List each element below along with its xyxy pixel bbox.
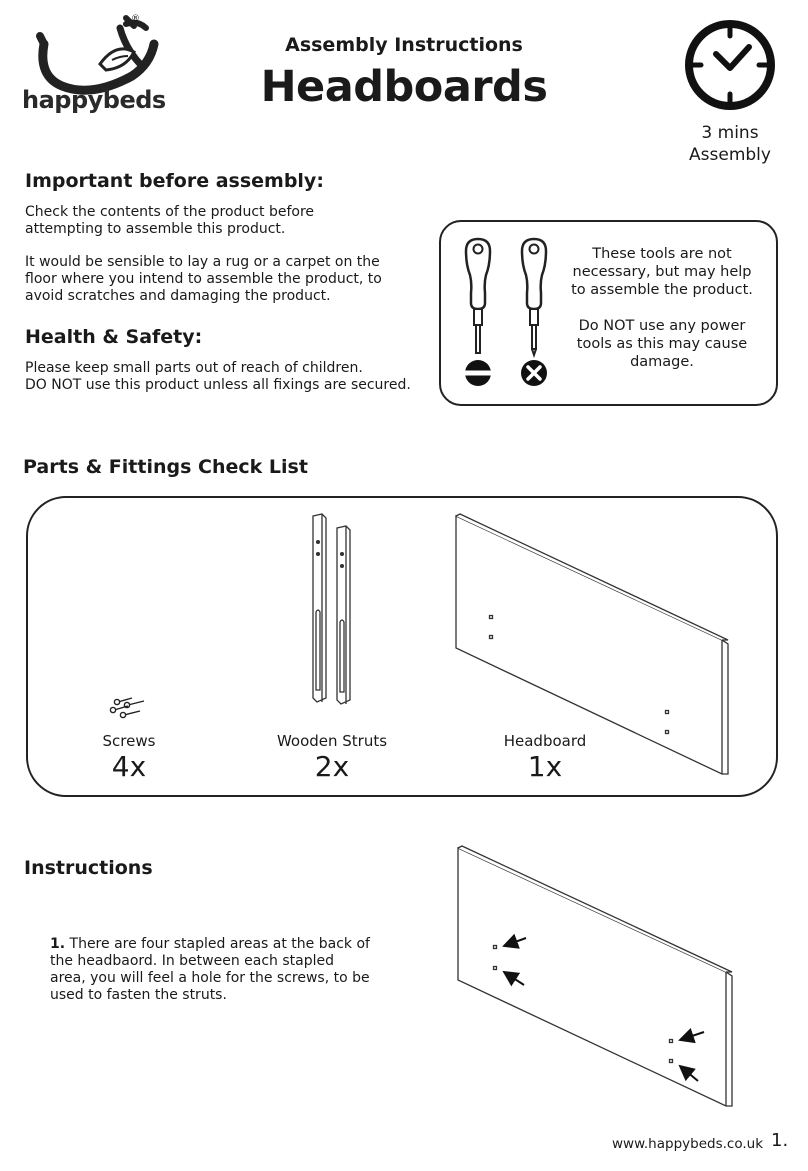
important-paragraph-1 (25, 204, 314, 238)
health-safety-text (25, 360, 411, 394)
brand-name: happybeds (22, 86, 166, 114)
text-line: These tools are not (592, 246, 732, 262)
assembly-time (670, 122, 790, 166)
text-line: tools as this may cause (576, 336, 748, 352)
footer-url: www.happybeds.co.uk (612, 1136, 764, 1152)
text-line: damage. (630, 354, 694, 370)
headboard-back-holes-icon (452, 844, 738, 1110)
phillips-screwdriver-icon (522, 239, 546, 355)
assembly-time-value: 3 mins (701, 123, 759, 143)
part-label-struts: Wooden Struts (276, 732, 388, 750)
important-heading: Important before assembly: (25, 170, 324, 192)
text-line: necessary, but may help (572, 264, 752, 280)
assembly-time-label: Assembly (689, 145, 771, 165)
text-line: to assemble the product. (571, 282, 753, 298)
tools-note (566, 245, 758, 371)
text-line: Do NOT use any power (578, 318, 746, 334)
phillips-head-icon (521, 360, 547, 386)
page-title: Headboards (260, 62, 548, 112)
part-count-struts: 2x (314, 750, 350, 783)
screws-icon (108, 693, 150, 721)
page-subtitle: Assembly Instructions (285, 34, 523, 56)
health-safety-heading: Health & Safety: (25, 326, 203, 348)
instructions-heading: Instructions (24, 857, 153, 879)
flathead-screwdriver-icon (466, 239, 490, 353)
text-line (50, 936, 370, 953)
text-line: attempting to assemble this product. (25, 221, 286, 237)
text-line: Please keep small parts out of reach of children. (25, 360, 363, 376)
part-label-headboard: Headboard (503, 732, 587, 750)
important-paragraph-2 (25, 254, 382, 305)
parts-heading: Parts & Fittings Check List (23, 456, 308, 478)
part-label-screws: Screws (102, 732, 156, 750)
text-line: the headbaord. In between each stapled (50, 953, 334, 969)
text-line: DO NOT use this product unless all fixings are secured. (25, 377, 411, 393)
text-line: floor where you intend to assemble the product, to (25, 271, 382, 287)
page-number: 1. (771, 1130, 789, 1151)
flathead-head-icon (463, 360, 493, 386)
clock-icon (683, 18, 777, 112)
text-line: used to fasten the struts. (50, 987, 227, 1003)
text-line: area, you will feel a hole for the screws, to be (50, 970, 370, 986)
part-count-screws: 4x (111, 750, 147, 783)
registered-mark: ® (131, 14, 140, 24)
text-line: avoid scratches and damaging the product. (25, 288, 331, 304)
step-1-text (50, 936, 370, 1004)
text-span: There are four stapled areas at the back of (69, 936, 370, 952)
part-count-headboard: 1x (527, 750, 563, 783)
screwdrivers-icon (452, 235, 562, 395)
text-line: It would be sensible to lay a rug or a carpet on the (25, 254, 380, 270)
text-line: Check the contents of the product before (25, 204, 315, 220)
wooden-struts-icon (300, 512, 360, 706)
step-1-number: 1. (50, 936, 66, 952)
